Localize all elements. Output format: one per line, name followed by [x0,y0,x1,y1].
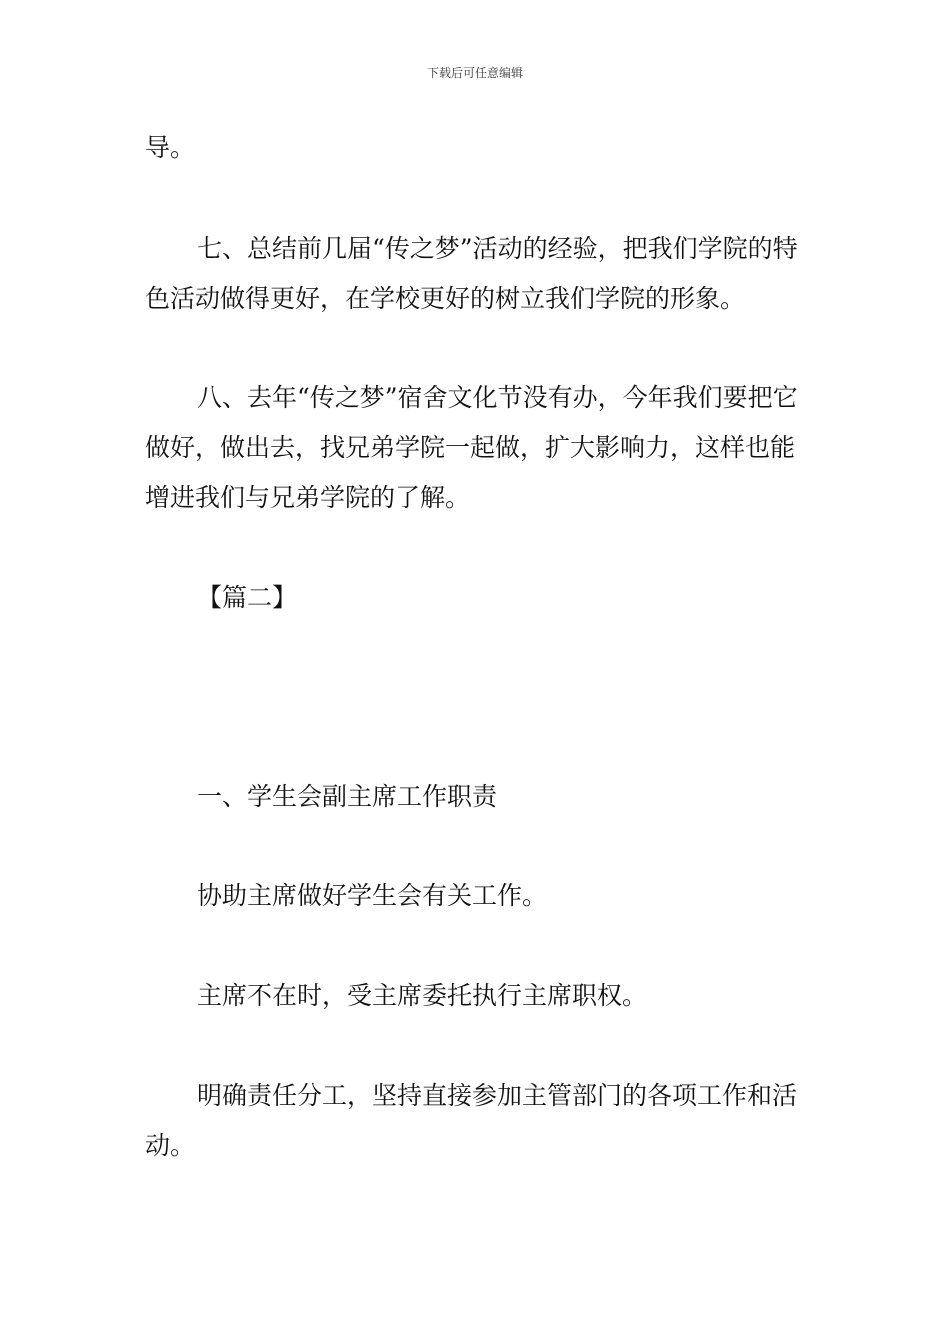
paragraph-item-seven: 七、总结前几届“传之梦”活动的经验，把我们学院的特色活动做得更好，在学校更好的树立我们学院的形象。 [145,234,798,313]
paragraph-vice-president-duties-heading: 一、学生会副主席工作职责 [197,782,498,811]
paragraph-continuation: 导。 [145,133,196,162]
paragraph-duty-delegate: 主席不在时，受主席委托执行主席职权。 [197,981,648,1010]
paragraph-duty-responsibility: 明确责任分工，坚持直接参加主管部门的各项工作和活动。 [145,1081,798,1160]
section-heading-part-two: 【篇二】 [197,583,298,612]
paragraph-item-eight: 八、去年“传之梦”宿舍文化节没有办，今年我们要把它做好，做出去，找兄弟学院一起做，扩大影响力，这样也能增进我们与兄弟学院的了解。 [145,383,798,512]
paragraph-duty-assist: 协助主席做好学生会有关工作。 [197,881,548,910]
page-header-note: 下载后可任意编辑 [426,66,523,80]
